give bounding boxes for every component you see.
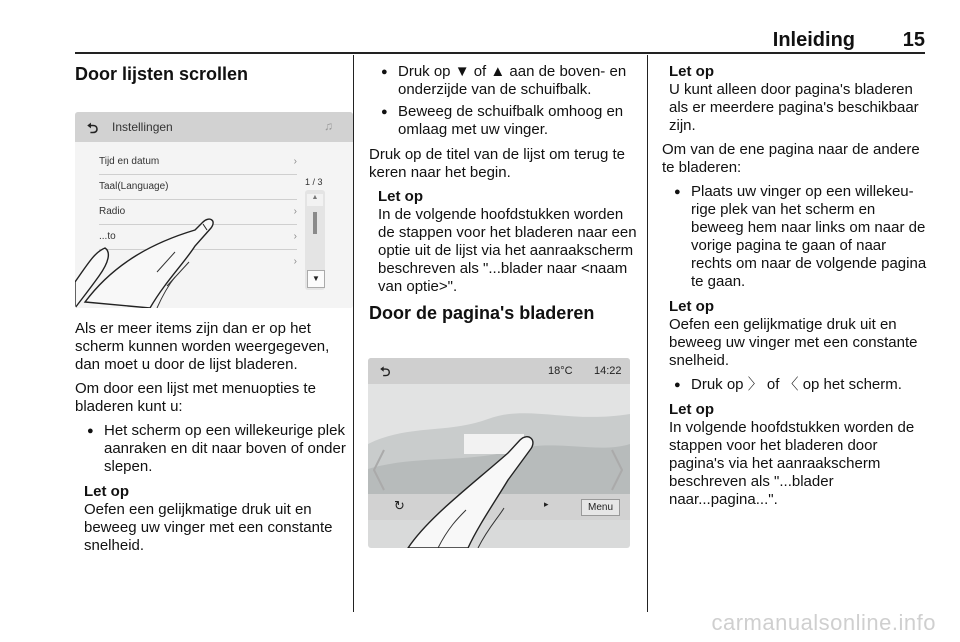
column-1-text	[75, 320, 347, 561]
note-text: Oefen een gelijkmatige druk uit en beweeg uw vinger met een constante snelheid.	[669, 316, 918, 369]
list-scroll-illustration	[75, 112, 353, 308]
list-item-label: Radio	[99, 206, 126, 217]
list-item-label: ...to	[99, 231, 116, 242]
down-arrow-icon: ▼	[307, 270, 325, 288]
section-heading: Door de pagina's bladeren	[369, 303, 595, 323]
note-label: Let op	[669, 63, 714, 80]
header-rule	[75, 52, 925, 54]
bullet-item: ● Druk op ▼ of ▲ aan de boven- en onderzijde van de schuifbalk.	[369, 63, 639, 99]
note-label: Let op	[669, 401, 714, 418]
next-icon: ▸	[544, 499, 549, 509]
bullet-item: ● Druk op 〉 of 〈 op het scherm.	[662, 376, 928, 394]
back-icon: ⮌	[87, 120, 99, 136]
finger-illustration	[75, 112, 353, 308]
rotate-icon: ↻	[394, 498, 405, 513]
chevron-right-icon: ›	[293, 231, 297, 242]
bullet-list	[662, 183, 928, 291]
note	[662, 401, 928, 509]
note	[369, 188, 639, 296]
bullet-list	[369, 63, 639, 139]
note-text: In volgende hoofdstukken worden de stappen voor het bladeren door pagina's via het aanraakscherm beschreven als "...blader naar...pagina...".	[669, 419, 915, 508]
note	[662, 63, 928, 135]
back-icon: ⮌	[380, 364, 391, 379]
note-text: U kunt alleen door pagina's bladeren als er meerdere pagina's beschikbaar zijn.	[669, 81, 919, 134]
column-divider	[353, 55, 354, 612]
column-3	[662, 63, 928, 515]
page-indicator: 1 / 3	[305, 177, 323, 187]
bullet-list	[75, 422, 347, 476]
paragraph: Als er meer items zijn dan er op het scherm kunnen worden weergegeven, dan moet u door de lijst bladeren.	[75, 320, 330, 373]
finger-illustration	[368, 358, 630, 548]
bullet-item: ● Het scherm op een willekeurige plek aanraken en dit naar boven of onder slepen.	[75, 422, 347, 476]
page-header	[75, 29, 925, 53]
paragraph: Om van de ene pagina naar de andere te bladeren:	[662, 141, 920, 176]
screen-title: Instellingen	[112, 120, 173, 134]
note-text: Oefen een gelijkmatige druk uit en beweeg uw vinger met een constante snelheid.	[84, 501, 333, 554]
temperature: 18°C	[548, 365, 573, 377]
section-title: Inleiding	[772, 29, 855, 51]
note	[662, 298, 928, 370]
page-number: 15	[902, 29, 925, 51]
music-icon: ♫	[324, 119, 333, 133]
note-text: In de volgende hoofdstukken worden de stappen voor het bladeren naar een optie uit de lijst via het aanraakscherm beschreven als "...blader naar <naam van optie>".	[378, 206, 637, 295]
note-label: Let op	[378, 188, 423, 205]
chevron-right-icon: ›	[293, 156, 297, 167]
column-1	[75, 63, 345, 85]
note-label: Let op	[669, 298, 714, 315]
up-arrow-icon: ▲	[307, 194, 323, 206]
list-item-label: Tijd en datum	[99, 156, 160, 167]
note-label: Let op	[84, 483, 129, 500]
page-swipe-illustration	[368, 358, 630, 548]
column-2	[369, 63, 639, 324]
paragraph: Om door een lijst met menuopties te bladeren kunt u:	[75, 380, 316, 415]
list-item-label: Taal(Language)	[99, 181, 169, 192]
clock: 14:22	[594, 365, 622, 377]
watermark: carmanualsonline.info	[711, 610, 936, 635]
chevron-right-icon: ›	[293, 206, 297, 217]
menu-button: Menu	[581, 499, 620, 516]
bullet-item: ● Beweeg de schuifbalk omhoog en omlaag met uw vinger.	[369, 103, 639, 139]
section-heading: Door lijsten scrollen	[75, 64, 249, 84]
chevron-right-icon: ›	[293, 256, 297, 267]
bullet-item: ● Plaats uw vinger op een willekeurige plek van het scherm en beweeg hem naar links om naar de vorige pagina te gaan of naar rechts om naar de volgende pagina te gaan.	[662, 183, 928, 291]
column-divider	[647, 55, 648, 612]
paragraph: Druk op de titel van de lijst om terug te keren naar het begin.	[369, 146, 625, 181]
bullet-list	[662, 376, 928, 394]
note	[75, 483, 347, 555]
